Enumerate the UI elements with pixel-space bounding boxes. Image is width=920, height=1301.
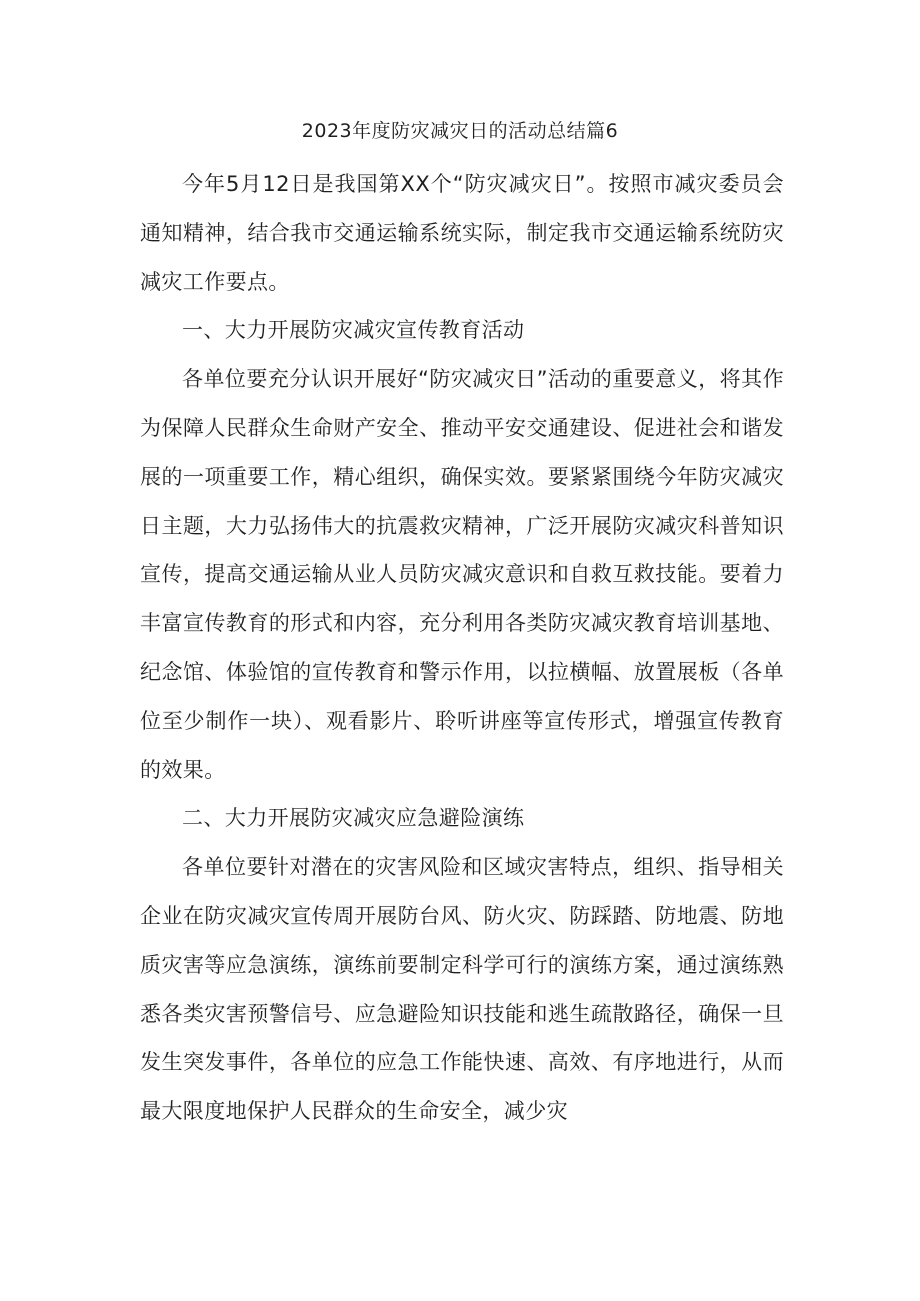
section-heading-1: 一、大力开展防灾减灾宣传教育活动 (182, 318, 525, 343)
section-heading-2: 二、大力开展防灾减灾应急避险演练 (182, 806, 525, 831)
document-body (140, 160, 784, 1136)
paragraph-intro: 今年5月12日是我国第XX个“防灾减灾日”。按照市减灾委员会通知精神，结合我市交通运输系统实际，制定我市交通运输系统防灾减灾工作要点。 (140, 172, 784, 294)
paragraph-drills: 各单位要针对潜在的灾害风险和区域灾害特点，组织、指导相关企业在防灾减灾宣传周开展防台风、防火灾、防踩踏、防地震、防地质灾害等应急演练，演练前要制定科学可行的演练方案，通过演练熟悉各类灾害预警信号、应急避险知识技能和逃生疏散路径，确保一旦发生突发事件，各单位的应急工作能快速、高效、有序地进行，从而最大限度地保护人民群众的生命安全，减少灾 (140, 855, 784, 1124)
document-title: 2023年度防灾减灾日的活动总结篇6 (301, 120, 619, 142)
paragraph-publicity: 各单位要充分认识开展好“防灾减灾日”活动的重要意义，将其作为保障人民群众生命财产安全、推动平安交通建设、促进社会和谐发展的一项重要工作，精心组织，确保实效。要紧紧围绕今年防灾减灾日主题，大力弘扬伟大的抗震救灾精神，广泛开展防灾减灾科普知识宣传，提高交通运输从业人员防灾减灾意识和自救互救技能。要着力丰富宣传教育的形式和内容，充分利用各类防灾减灾教育培训基地、纪念馆、体验馆的宣传教育和警示作用，以拉横幅、放置展板（各单位至少制作一块）、观看影片、聆听讲座等宣传形式，增强宣传教育的效果。 (140, 367, 784, 782)
